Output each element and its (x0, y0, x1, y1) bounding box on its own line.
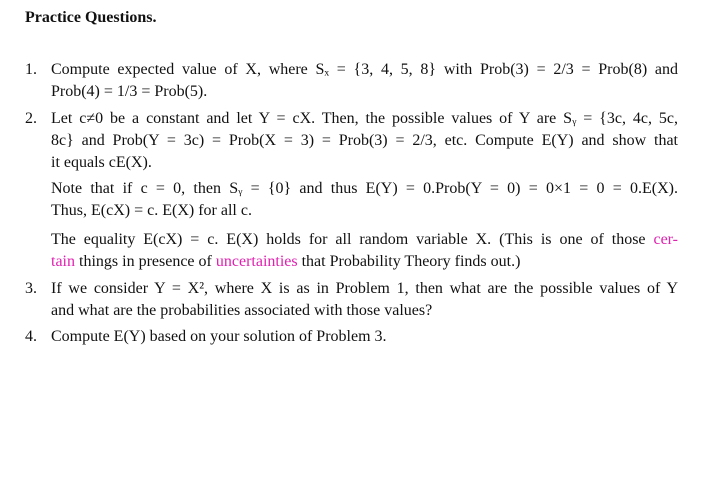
certain-link-part-1[interactable]: cer- (653, 231, 679, 248)
item-2-line-2: 8c} and Prob(Y = 3c) = Prob(X = 3) = Prob(3) = 2/3, etc. Compute E(Y) and show that (51, 132, 678, 149)
item-1-line-1: Compute expected value of X, where Sₓ = {3, 4, 5, 8} with Prob(3) = 2/3 = Prob(8) and (51, 61, 678, 78)
item-2-line-3: it equals cE(X). (51, 154, 152, 171)
item-2-line-1: Let c≠0 be a constant and let Y = cX. Then, the possible values of Y are Sᵧ = {3c, 4c, 5c, (51, 110, 678, 127)
remark-text-2: things in presence of (79, 253, 212, 270)
page-title: Practice Questions. (25, 9, 157, 26)
certain-link-part-2[interactable]: tain (51, 253, 75, 270)
item-2-number: 2. (25, 110, 37, 127)
remark-text-3: that Probability Theory finds out.) (301, 253, 521, 270)
item-3-number: 3. (25, 280, 37, 297)
uncertainties-link[interactable]: uncertainties (215, 253, 298, 270)
item-3-line-2: and what are the probabilities associated with those values? (51, 302, 433, 319)
item-1-line-2: Prob(4) = 1/3 = Prob(5). (51, 83, 208, 100)
item-1-number: 1. (25, 61, 37, 78)
item-2-remark-line-1 (51, 229, 678, 251)
item-3-line-1: If we consider Y = X², where X is as in Problem 1, then what are the possible values of Y (51, 280, 678, 297)
item-2-note-line-2: Thus, E(cX) = c. E(X) for all c. (51, 202, 252, 219)
item-4-line-1: Compute E(Y) based on your solution of Problem 3. (51, 328, 387, 345)
item-4-number: 4. (25, 328, 37, 345)
item-2-note-line-1: Note that if c = 0, then Sᵧ = {0} and thus E(Y) = 0.Prob(Y = 0) = 0×1 = 0 = 0.E(X). (51, 180, 678, 197)
remark-text-1: The equality E(cX) = c. E(X) holds for all random variable X. (This is one of those (51, 231, 646, 248)
item-2-remark-line-2 (51, 251, 678, 273)
